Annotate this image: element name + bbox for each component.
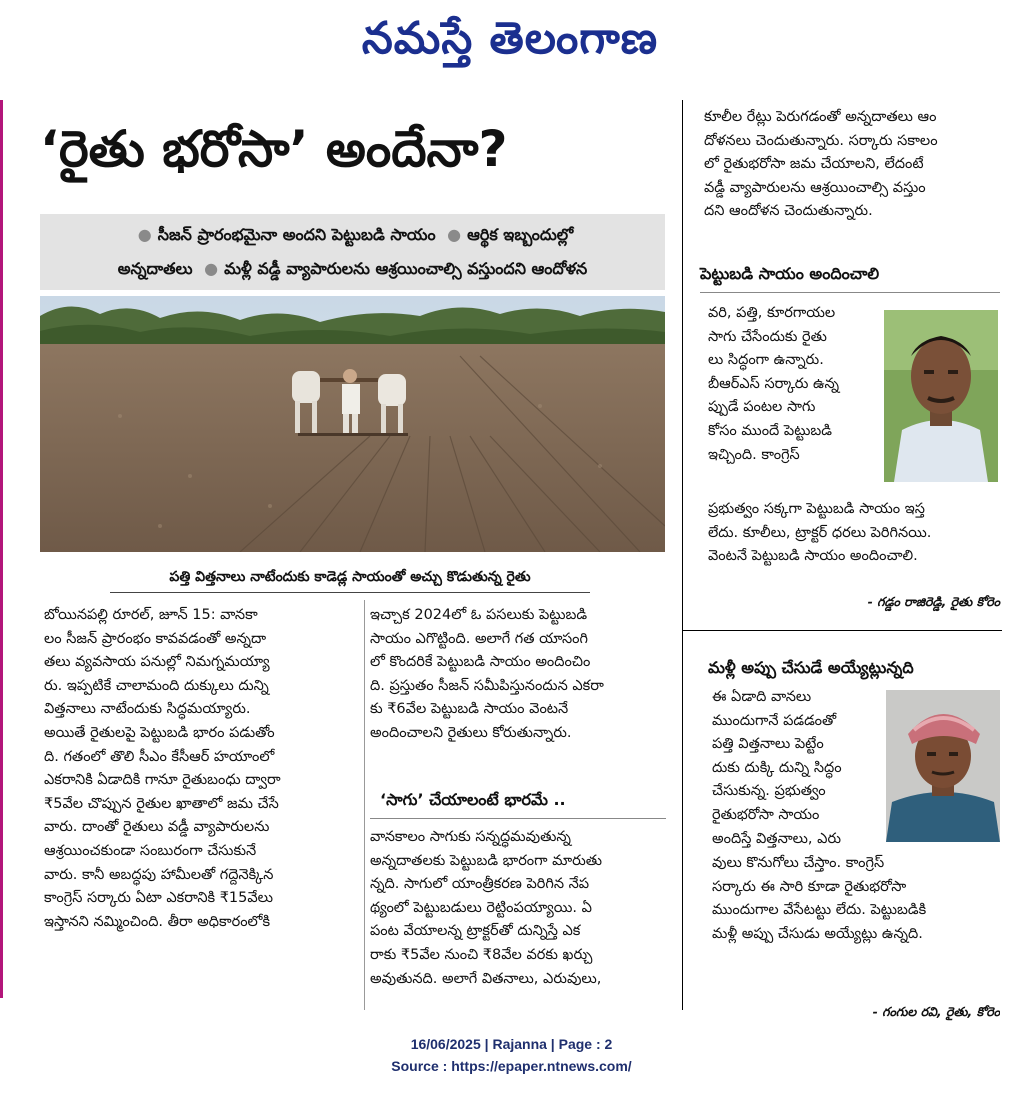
body-line: రాకు ₹5వేల నుంచి ₹8వేల వరకు ఖర్చు <box>370 946 593 963</box>
farmer-quote-1-continued <box>708 498 1000 569</box>
signature-2: - గంగుల రవి, రైతు, కోరెం <box>872 1004 1000 1019</box>
body-line: థ్యంలో పెట్టుబడులు రెట్టింపయ్యాయి. ఏ <box>370 899 592 916</box>
signature-1: - గడ్డం రాజిరెడ్డి, రైతు కోరెం <box>867 594 1000 609</box>
photo-caption: పత్తి విత్తనాలు నాటేందుకు కాడెడ్ల సాయంతో అచ్చు కొడుతున్న రైతు <box>169 569 531 585</box>
quote-line: వెంటనే పెట్టుబడి సాయం అందించాలి. <box>708 548 918 565</box>
subhead-pettubadi: పెట్టుబడి సాయం అందించాలి <box>700 264 880 283</box>
column-divider-right <box>682 100 683 1010</box>
body-line: ఇచ్చాక 2024లో ఓ పసలుకు పెట్టుబడి <box>370 607 588 623</box>
article-deck <box>40 214 665 290</box>
column-divider-middle <box>364 600 365 1010</box>
subhead-rule <box>370 818 666 819</box>
body-line: ది. ప్రస్తుతం సీజన్ సమీపిస్తునందున ఎకరా <box>370 677 604 694</box>
left-accent-bar <box>0 100 3 998</box>
body-line: వడ్డీ వ్యాపారులను ఆశ్రయించాల్సి వస్తుం <box>704 179 926 196</box>
body-line: ది. గతంలో తొలి సీఎం కేసీఆర్ హయాంలో <box>44 748 275 765</box>
body-line: న్నది. సాగులో యాంత్రీకరణ పెరిగిన నేప <box>370 876 590 893</box>
quote-line: పత్తి విత్తనాలు పెట్టేం <box>712 736 824 753</box>
quote-line: దుకు దుక్కి దున్ని సిద్ధం <box>712 759 842 776</box>
deck-text: మళ్లీ వడ్డీ వ్యాపారులను ఆశ్రయించాల్సి వస్తుందని ఆందోళన <box>224 259 588 278</box>
quote-line: సాగు చేసేందుకు రైతు <box>708 328 827 345</box>
body-line: అయితే రైతులపై పెట్టుబడి భారం పడుతోం <box>44 724 275 741</box>
quote-line: ఇచ్చింది. కాంగ్రెస్ <box>708 446 800 463</box>
body-line: రు. ఇప్పటికే చాలామంది దుక్కులు దున్ని <box>44 677 269 694</box>
quote-line: వరి, పత్తి, కూరగాయల <box>708 305 836 321</box>
bullet-icon: ● <box>204 259 219 278</box>
bullet-icon: ● <box>137 225 152 244</box>
deck-text: అన్నదాతలు <box>117 259 193 278</box>
quote-line: ప్రభుత్వం సక్కగా పెట్టుబడి సాయం ఇస్త <box>708 501 925 517</box>
body-line: బోయినపల్లి రూరల్, జూన్ 15: వానకా <box>44 607 258 623</box>
quote-line: సర్కారు ఈ సారి కూడా రైతుభరోసా <box>712 878 907 895</box>
body-line: లో రైతుభరోసా జమ చేయాలని, లేదంటే <box>704 156 924 173</box>
footer-source-link[interactable]: Source : https://epaper.ntnews.com/ <box>391 1058 632 1074</box>
quote-line: ఈ ఏడాది వానలు <box>712 689 812 705</box>
quote-line: ముందుగాల వేసేటట్టు లేదు. పెట్టుబడికి <box>712 902 927 919</box>
quote-line: లు సిద్ధంగా ఉన్నారు. <box>708 352 824 369</box>
body-line: ఆశ్రయించకుండా సంబురంగా చేసుకునే <box>44 842 257 859</box>
farmer-quote-1 <box>708 302 878 467</box>
caption-underline <box>110 592 590 593</box>
quote-line: చేసుకున్న. ప్రభుత్వం <box>712 783 826 800</box>
subhead-malli: మళ్లీ అప్పు చేసుడే అయ్యేట్లున్నది <box>708 658 914 677</box>
body-line: విత్తనాలు నాటేందుకు సిద్ధమయ్యారు. <box>44 701 251 718</box>
farmer-quote-2 <box>712 686 884 851</box>
quote-line: బీఆర్ఎస్ సర్కారు ఉన్న <box>708 375 840 392</box>
body-line: వారు. దాంతో రైతులు వడ్డీ వ్యాపారులను <box>44 819 270 836</box>
body-line: సాయం ఎగొట్టింది. అలాగే గత యాసంగి <box>370 630 588 647</box>
article-column-1 <box>44 604 352 934</box>
quote-line: లేదు. కూలీలు, ట్రాక్టర్ ధరలు పెరిగినయి. <box>708 524 932 541</box>
body-line: దోళనలు చెందుతున్నారు. సర్కారు సకాలం <box>704 132 938 149</box>
body-line: కు ₹6వేల పెట్టుబడి సాయం వెంటనే <box>370 701 569 718</box>
body-line: ఇస్తానని నమ్మించింది. తీరా అధికారంలోకి <box>44 913 271 930</box>
body-line: తలు వ్యవసాయ పనుల్లో నిమగ్నమయ్యా <box>44 654 270 671</box>
subhead-sagu: ‘సాగు’ చేయాలంటే భారమే .. <box>380 790 566 809</box>
bullet-icon: ● <box>447 225 462 244</box>
article-column-2-top <box>370 604 666 746</box>
article-headline: ‘రైతు భరోసా’ అందేనా? <box>40 120 508 178</box>
field-ploughing-photo <box>40 296 665 552</box>
article-column-3-top <box>704 106 1000 224</box>
body-line: లో కొందరికే పెట్టుబడి సాయం అందించిం <box>370 654 591 671</box>
quote-line: వులు కొనుగోలు చేస్తాం. కాంగ్రెస్ <box>712 855 885 871</box>
body-line: అన్నదాతలకు పెట్టుబడి భారంగా మారుతు <box>370 852 603 869</box>
body-line: అందించాలని రైతులు కోరుతున్నారు. <box>370 724 572 741</box>
quote-line: అందిస్తే విత్తనాలు, ఎరు <box>712 830 842 847</box>
newspaper-masthead: నమస్తే తెలంగాణ <box>361 13 659 64</box>
body-line: పంట వేయాలన్న ట్రాక్టర్‌తో దున్నిస్తే ఎక <box>370 923 581 940</box>
body-line: ₹5వేల చొప్పున రైతుల ఖాతాలో జమ చేసే <box>44 795 279 812</box>
article-column-2-bottom <box>370 826 666 991</box>
box-divider <box>682 630 1002 631</box>
quote-line: మళ్లీ అప్పు చేసుడు అయ్యేట్లు ఉన్నది. <box>712 925 923 942</box>
body-line: దని ఆందోళన చెందుతున్నారు. <box>704 203 873 220</box>
body-line: వానకాలం సాగుకు సన్నద్ధమవుతున్న <box>370 829 571 845</box>
body-line: ఎకరానికి ఏడాదికి గానూ రైతుబంధు ద్వారా <box>44 772 281 789</box>
quote-line: ముందుగానే పడడంతో <box>712 712 837 729</box>
quote-line: కోసం ముందే పెట్టుబడి <box>708 422 833 439</box>
footer-edition-info: 16/06/2025 | Rajanna | Page : 2 <box>410 1036 613 1052</box>
body-line: లం సీజన్ ప్రారంభం కావవడంతో అన్నదా <box>44 630 267 647</box>
body-line: అవుతునది. అలాగే వితనాలు, ఎరువులు, <box>370 970 602 987</box>
farmer-portrait-2 <box>886 690 1000 842</box>
deck-text: ఆర్థిక ఇబ్బందుల్లో <box>467 225 574 244</box>
body-line: కాంగ్రెస్ సర్కారు ఏటా ఎకరానికి ₹15వేలు <box>44 890 273 907</box>
farmer-quote-2-continued <box>712 852 1000 946</box>
subhead-rule <box>700 292 1000 293</box>
body-line: వారు. కానీ అబద్ధపు హామీలతో గద్దెనెక్కిన <box>44 866 274 883</box>
body-line: కూలీల రేట్లు పెరుగడంతో అన్నదాతలు ఆం <box>704 109 937 125</box>
quote-line: ప్పుడే పంటల సాగు <box>708 399 816 416</box>
farmer-portrait-1 <box>884 310 998 482</box>
deck-text: సీజన్ ప్రారంభమైనా అందని పెట్టుబడి సాయం <box>157 225 436 244</box>
quote-line: రైతుభరోసా సాయం <box>712 806 820 823</box>
